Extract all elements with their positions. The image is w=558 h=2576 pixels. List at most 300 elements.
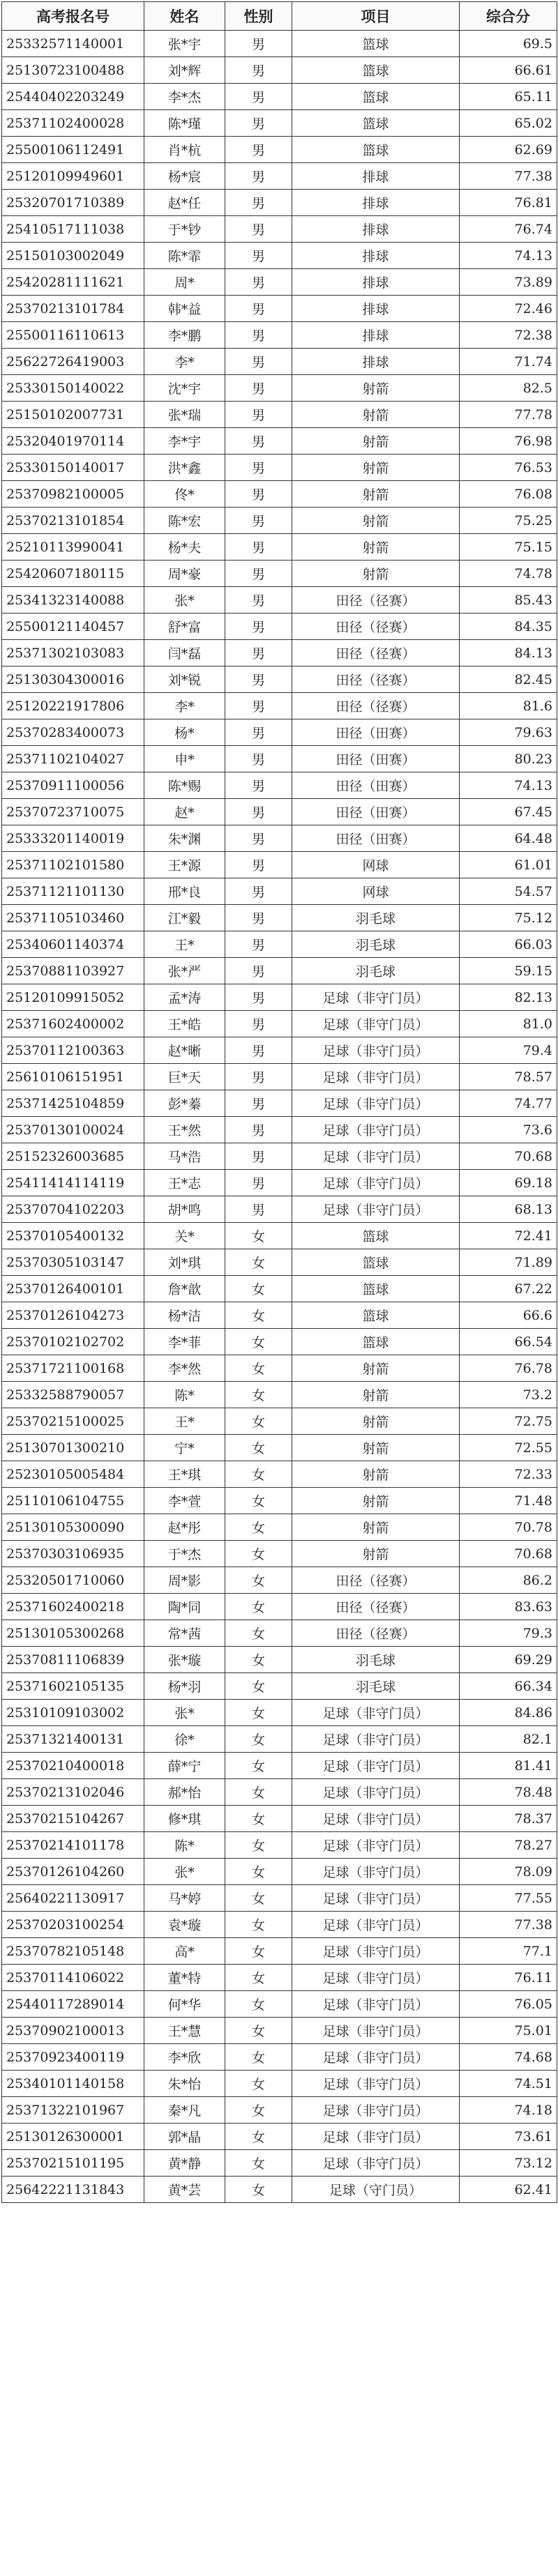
cell-gender: 女 bbox=[225, 1912, 292, 1938]
cell-gender: 女 bbox=[225, 1223, 292, 1249]
cell-composite-score: 73.61 bbox=[460, 2124, 557, 2150]
cell-registration-number: 25410517111038 bbox=[2, 216, 144, 243]
cell-gender: 男 bbox=[225, 110, 292, 137]
table-row bbox=[2, 852, 557, 878]
table-row bbox=[2, 2044, 557, 2071]
cell-gender: 男 bbox=[225, 561, 292, 587]
cell-name: 李*萱 bbox=[144, 1488, 225, 1514]
cell-event: 羽毛球 bbox=[292, 931, 460, 958]
cell-composite-score: 59.15 bbox=[460, 958, 557, 984]
cell-gender: 女 bbox=[225, 1355, 292, 1382]
cell-name: 孟*涛 bbox=[144, 984, 225, 1011]
cell-name: 王* bbox=[144, 931, 225, 958]
cell-gender: 女 bbox=[225, 1249, 292, 1276]
cell-gender: 女 bbox=[225, 1859, 292, 1885]
table-row bbox=[2, 1726, 557, 1753]
table-row bbox=[2, 455, 557, 481]
cell-event: 篮球 bbox=[292, 110, 460, 137]
table-row bbox=[2, 1461, 557, 1488]
cell-gender: 男 bbox=[225, 1196, 292, 1223]
cell-composite-score: 78.48 bbox=[460, 1779, 557, 1806]
cell-event: 田径（径赛） bbox=[292, 1620, 460, 1647]
cell-name: 刘*锐 bbox=[144, 666, 225, 693]
cell-registration-number: 25370902100013 bbox=[2, 2018, 144, 2044]
cell-composite-score: 73.89 bbox=[460, 269, 557, 296]
cell-event: 田径（径赛） bbox=[292, 587, 460, 613]
cell-gender: 男 bbox=[225, 852, 292, 878]
cell-registration-number: 25500116110613 bbox=[2, 322, 144, 349]
cell-registration-number: 25500106112491 bbox=[2, 137, 144, 163]
cell-gender: 男 bbox=[225, 481, 292, 508]
cell-composite-score: 77.1 bbox=[460, 1938, 557, 1965]
cell-name: 张* bbox=[144, 1700, 225, 1726]
cell-registration-number: 25120109915052 bbox=[2, 984, 144, 1011]
cell-registration-number: 25370105400132 bbox=[2, 1223, 144, 1249]
cell-registration-number: 25130304300016 bbox=[2, 666, 144, 693]
cell-gender: 男 bbox=[225, 719, 292, 746]
cell-event: 田径（田赛） bbox=[292, 719, 460, 746]
cell-name: 徐* bbox=[144, 1726, 225, 1753]
cell-event: 网球 bbox=[292, 878, 460, 905]
cell-gender: 女 bbox=[225, 1302, 292, 1329]
cell-registration-number: 25332588790057 bbox=[2, 1382, 144, 1408]
cell-event: 足球（非守门员） bbox=[292, 984, 460, 1011]
cell-name: 张*瑞 bbox=[144, 402, 225, 428]
cell-composite-score: 66.03 bbox=[460, 931, 557, 958]
cell-registration-number: 25440117289014 bbox=[2, 1991, 144, 2018]
cell-composite-score: 82.5 bbox=[460, 375, 557, 402]
cell-registration-number: 25371102104027 bbox=[2, 746, 144, 772]
table-row bbox=[2, 1594, 557, 1620]
table-row bbox=[2, 746, 557, 772]
cell-gender: 女 bbox=[225, 1329, 292, 1355]
cell-name: 佟* bbox=[144, 481, 225, 508]
cell-gender: 女 bbox=[225, 1620, 292, 1647]
cell-gender: 女 bbox=[225, 2150, 292, 2177]
cell-registration-number: 25500121140457 bbox=[2, 613, 144, 640]
cell-registration-number: 25370213102046 bbox=[2, 1779, 144, 1806]
cell-gender: 男 bbox=[225, 137, 292, 163]
cell-event: 田径（径赛） bbox=[292, 693, 460, 719]
cell-composite-score: 76.05 bbox=[460, 1991, 557, 2018]
cell-registration-number: 25110106104755 bbox=[2, 1488, 144, 1514]
cell-registration-number: 25371102400028 bbox=[2, 110, 144, 137]
cell-gender: 女 bbox=[225, 1594, 292, 1620]
cell-event: 射箭 bbox=[292, 375, 460, 402]
table-row bbox=[2, 1302, 557, 1329]
cell-registration-number: 25370130100024 bbox=[2, 1117, 144, 1143]
cell-gender: 男 bbox=[225, 640, 292, 666]
table-row bbox=[2, 31, 557, 57]
cell-gender: 男 bbox=[225, 613, 292, 640]
cell-gender: 男 bbox=[225, 772, 292, 799]
cell-event: 田径（径赛） bbox=[292, 1594, 460, 1620]
cell-gender: 男 bbox=[225, 455, 292, 481]
cell-registration-number: 25230105005484 bbox=[2, 1461, 144, 1488]
cell-gender: 女 bbox=[225, 1991, 292, 2018]
cell-gender: 男 bbox=[225, 1170, 292, 1196]
cell-event: 射箭 bbox=[292, 1488, 460, 1514]
cell-gender: 男 bbox=[225, 1117, 292, 1143]
cell-composite-score: 72.38 bbox=[460, 322, 557, 349]
cell-name: 王* bbox=[144, 1408, 225, 1435]
cell-composite-score: 78.57 bbox=[460, 1064, 557, 1090]
cell-name: 张*璇 bbox=[144, 1647, 225, 1673]
cell-composite-score: 75.15 bbox=[460, 534, 557, 561]
table-row bbox=[2, 481, 557, 508]
table-row bbox=[2, 825, 557, 852]
cell-registration-number: 25371602105135 bbox=[2, 1673, 144, 1700]
cell-gender: 男 bbox=[225, 322, 292, 349]
cell-composite-score: 84.13 bbox=[460, 640, 557, 666]
cell-event: 足球（非守门员） bbox=[292, 2018, 460, 2044]
cell-gender: 女 bbox=[225, 1567, 292, 1594]
cell-composite-score: 86.2 bbox=[460, 1567, 557, 1594]
table-row bbox=[2, 84, 557, 110]
cell-registration-number: 25130126300001 bbox=[2, 2124, 144, 2150]
cell-name: 郭*晶 bbox=[144, 2124, 225, 2150]
cell-gender: 男 bbox=[225, 958, 292, 984]
cell-composite-score: 76.53 bbox=[460, 455, 557, 481]
table-row bbox=[2, 1170, 557, 1196]
cell-name: 于*杰 bbox=[144, 1541, 225, 1567]
cell-gender: 男 bbox=[225, 190, 292, 216]
cell-composite-score: 83.63 bbox=[460, 1594, 557, 1620]
cell-gender: 男 bbox=[225, 1037, 292, 1064]
cell-gender: 男 bbox=[225, 243, 292, 269]
cell-registration-number: 25340601140374 bbox=[2, 931, 144, 958]
cell-name: 马*婷 bbox=[144, 1885, 225, 1912]
cell-name: 张*宇 bbox=[144, 31, 225, 57]
cell-gender: 女 bbox=[225, 1673, 292, 1700]
cell-registration-number: 25371321400131 bbox=[2, 1726, 144, 1753]
cell-registration-number: 25130723100488 bbox=[2, 57, 144, 84]
cell-registration-number: 25370911100056 bbox=[2, 772, 144, 799]
cell-registration-number: 25370215100025 bbox=[2, 1408, 144, 1435]
cell-name: 赵* bbox=[144, 799, 225, 825]
cell-name: 关* bbox=[144, 1223, 225, 1249]
cell-event: 射箭 bbox=[292, 1382, 460, 1408]
cell-composite-score: 85.43 bbox=[460, 587, 557, 613]
cell-registration-number: 25210113990041 bbox=[2, 534, 144, 561]
table-row bbox=[2, 137, 557, 163]
cell-gender: 男 bbox=[225, 216, 292, 243]
cell-event: 田径（田赛） bbox=[292, 799, 460, 825]
table-row bbox=[2, 534, 557, 561]
table-row bbox=[2, 1435, 557, 1461]
cell-composite-score: 61.01 bbox=[460, 852, 557, 878]
cell-composite-score: 71.48 bbox=[460, 1488, 557, 1514]
cell-name: 张* bbox=[144, 587, 225, 613]
cell-composite-score: 66.34 bbox=[460, 1673, 557, 1700]
table-row bbox=[2, 693, 557, 719]
cell-registration-number: 25370213101784 bbox=[2, 296, 144, 322]
cell-event: 足球（非守门员） bbox=[292, 1859, 460, 1885]
cell-event: 射箭 bbox=[292, 508, 460, 534]
cell-registration-number: 25370203100254 bbox=[2, 1912, 144, 1938]
table-row bbox=[2, 1514, 557, 1541]
cell-gender: 女 bbox=[225, 2177, 292, 2203]
cell-name: 王*志 bbox=[144, 1170, 225, 1196]
table-row bbox=[2, 1143, 557, 1170]
table-row bbox=[2, 1673, 557, 1700]
cell-composite-score: 72.75 bbox=[460, 1408, 557, 1435]
table-row bbox=[2, 1832, 557, 1859]
cell-registration-number: 25130105300268 bbox=[2, 1620, 144, 1647]
cell-gender: 男 bbox=[225, 905, 292, 931]
table-row bbox=[2, 296, 557, 322]
cell-registration-number: 25371721100168 bbox=[2, 1355, 144, 1382]
table-row bbox=[2, 2097, 557, 2124]
cell-gender: 女 bbox=[225, 2124, 292, 2150]
cell-name: 修*琪 bbox=[144, 1806, 225, 1832]
cell-name: 杨*宸 bbox=[144, 163, 225, 190]
cell-composite-score: 72.41 bbox=[460, 1223, 557, 1249]
cell-gender: 男 bbox=[225, 163, 292, 190]
table-row bbox=[2, 666, 557, 693]
cell-name: 王*琪 bbox=[144, 1461, 225, 1488]
table-header bbox=[2, 2, 557, 31]
table-row bbox=[2, 1965, 557, 1991]
cell-gender: 男 bbox=[225, 825, 292, 852]
cell-name: 陈* bbox=[144, 1832, 225, 1859]
cell-name: 李* bbox=[144, 349, 225, 375]
cell-composite-score: 70.68 bbox=[460, 1541, 557, 1567]
cell-registration-number: 25370102102702 bbox=[2, 1329, 144, 1355]
cell-name: 彭*蓁 bbox=[144, 1090, 225, 1117]
cell-registration-number: 25370213101854 bbox=[2, 508, 144, 534]
cell-registration-number: 25330150140022 bbox=[2, 375, 144, 402]
cell-composite-score: 84.35 bbox=[460, 613, 557, 640]
cell-name: 李*宇 bbox=[144, 428, 225, 455]
cell-name: 陈*霏 bbox=[144, 243, 225, 269]
cell-event: 排球 bbox=[292, 243, 460, 269]
cell-composite-score: 70.68 bbox=[460, 1143, 557, 1170]
cell-registration-number: 25610106151951 bbox=[2, 1064, 144, 1090]
cell-name: 胡*鸣 bbox=[144, 1196, 225, 1223]
cell-name: 袁*璇 bbox=[144, 1912, 225, 1938]
cell-registration-number: 25370215101195 bbox=[2, 2150, 144, 2177]
table-row bbox=[2, 57, 557, 84]
cell-event: 射箭 bbox=[292, 1461, 460, 1488]
cell-gender: 男 bbox=[225, 296, 292, 322]
cell-gender: 女 bbox=[225, 1514, 292, 1541]
table-row bbox=[2, 322, 557, 349]
cell-name: 韩*益 bbox=[144, 296, 225, 322]
cell-registration-number: 25411414114119 bbox=[2, 1170, 144, 1196]
table-row bbox=[2, 2177, 557, 2203]
cell-gender: 女 bbox=[225, 1461, 292, 1488]
cell-event: 射箭 bbox=[292, 481, 460, 508]
cell-name: 黄*静 bbox=[144, 2150, 225, 2177]
cell-registration-number: 25371102101580 bbox=[2, 852, 144, 878]
cell-composite-score: 74.68 bbox=[460, 2044, 557, 2071]
table-row bbox=[2, 1223, 557, 1249]
cell-registration-number: 25341323140088 bbox=[2, 587, 144, 613]
table-row bbox=[2, 984, 557, 1011]
table-row bbox=[2, 905, 557, 931]
cell-composite-score: 81.6 bbox=[460, 693, 557, 719]
cell-event: 足球（非守门员） bbox=[292, 2097, 460, 2124]
cell-event: 足球（非守门员） bbox=[292, 1011, 460, 1037]
cell-name: 杨* bbox=[144, 719, 225, 746]
cell-gender: 女 bbox=[225, 1408, 292, 1435]
cell-composite-score: 80.23 bbox=[460, 746, 557, 772]
cell-gender: 男 bbox=[225, 878, 292, 905]
table-row bbox=[2, 1329, 557, 1355]
cell-composite-score: 81.0 bbox=[460, 1011, 557, 1037]
cell-name: 李*然 bbox=[144, 1355, 225, 1382]
cell-registration-number: 25150102007731 bbox=[2, 402, 144, 428]
cell-composite-score: 78.09 bbox=[460, 1859, 557, 1885]
cell-composite-score: 82.13 bbox=[460, 984, 557, 1011]
cell-name: 闫*磊 bbox=[144, 640, 225, 666]
cell-name: 李*鹏 bbox=[144, 322, 225, 349]
cell-name: 陈*宏 bbox=[144, 508, 225, 534]
cell-name: 于*钞 bbox=[144, 216, 225, 243]
cell-registration-number: 25370723710075 bbox=[2, 799, 144, 825]
cell-gender: 男 bbox=[225, 57, 292, 84]
cell-event: 足球（非守门员） bbox=[292, 1726, 460, 1753]
table-row bbox=[2, 799, 557, 825]
table-row bbox=[2, 508, 557, 534]
cell-composite-score: 74.51 bbox=[460, 2071, 557, 2097]
cell-gender: 男 bbox=[225, 84, 292, 110]
cell-gender: 男 bbox=[225, 269, 292, 296]
admission-score-table bbox=[1, 1, 557, 2203]
cell-event: 射箭 bbox=[292, 1435, 460, 1461]
cell-name: 沈*宇 bbox=[144, 375, 225, 402]
cell-name: 申* bbox=[144, 746, 225, 772]
cell-event: 足球（非守门员） bbox=[292, 1885, 460, 1912]
cell-registration-number: 25370210400018 bbox=[2, 1753, 144, 1779]
cell-composite-score: 70.78 bbox=[460, 1514, 557, 1541]
cell-registration-number: 25332571140001 bbox=[2, 31, 144, 57]
cell-composite-score: 69.5 bbox=[460, 31, 557, 57]
table-row bbox=[2, 402, 557, 428]
cell-registration-number: 25340101140158 bbox=[2, 2071, 144, 2097]
cell-composite-score: 76.74 bbox=[460, 216, 557, 243]
cell-name: 郝*怡 bbox=[144, 1779, 225, 1806]
cell-composite-score: 66.54 bbox=[460, 1329, 557, 1355]
cell-composite-score: 71.89 bbox=[460, 1249, 557, 1276]
cell-name: 王*慧 bbox=[144, 2018, 225, 2044]
cell-gender: 男 bbox=[225, 984, 292, 1011]
cell-composite-score: 65.11 bbox=[460, 84, 557, 110]
cell-composite-score: 69.18 bbox=[460, 1170, 557, 1196]
cell-registration-number: 25622726419003 bbox=[2, 349, 144, 375]
cell-name: 肖*杭 bbox=[144, 137, 225, 163]
cell-event: 篮球 bbox=[292, 1302, 460, 1329]
cell-event: 足球（非守门员） bbox=[292, 2150, 460, 2177]
cell-registration-number: 25150103002049 bbox=[2, 243, 144, 269]
cell-composite-score: 65.02 bbox=[460, 110, 557, 137]
cell-registration-number: 25370704102203 bbox=[2, 1196, 144, 1223]
cell-composite-score: 74.77 bbox=[460, 1090, 557, 1117]
table-row bbox=[2, 613, 557, 640]
cell-composite-score: 76.08 bbox=[460, 481, 557, 508]
cell-registration-number: 25371322101967 bbox=[2, 2097, 144, 2124]
cell-event: 足球（非守门员） bbox=[292, 1779, 460, 1806]
cell-composite-score: 77.55 bbox=[460, 1885, 557, 1912]
cell-gender: 女 bbox=[225, 1382, 292, 1408]
cell-name: 李* bbox=[144, 693, 225, 719]
table-row bbox=[2, 349, 557, 375]
cell-name: 陈* bbox=[144, 1382, 225, 1408]
cell-event: 篮球 bbox=[292, 1249, 460, 1276]
cell-registration-number: 25370126104273 bbox=[2, 1302, 144, 1329]
table-row bbox=[2, 1382, 557, 1408]
cell-registration-number: 25370811106839 bbox=[2, 1647, 144, 1673]
table-row bbox=[2, 1912, 557, 1938]
cell-gender: 男 bbox=[225, 746, 292, 772]
cell-registration-number: 25370923400119 bbox=[2, 2044, 144, 2071]
cell-gender: 男 bbox=[225, 349, 292, 375]
cell-registration-number: 25370215104267 bbox=[2, 1806, 144, 1832]
cell-event: 足球（非守门员） bbox=[292, 1196, 460, 1223]
cell-event: 排球 bbox=[292, 190, 460, 216]
table-row bbox=[2, 1011, 557, 1037]
cell-name: 李*菲 bbox=[144, 1329, 225, 1355]
cell-composite-score: 78.27 bbox=[460, 1832, 557, 1859]
cell-name: 陈*瑾 bbox=[144, 110, 225, 137]
table-row bbox=[2, 1620, 557, 1647]
cell-gender: 男 bbox=[225, 1143, 292, 1170]
table-row bbox=[2, 1117, 557, 1143]
table-row bbox=[2, 1408, 557, 1435]
cell-composite-score: 67.45 bbox=[460, 799, 557, 825]
cell-name: 朱*渊 bbox=[144, 825, 225, 852]
cell-event: 足球（非守门员） bbox=[292, 1991, 460, 2018]
cell-composite-score: 73.6 bbox=[460, 1117, 557, 1143]
table-row bbox=[2, 640, 557, 666]
cell-gender: 女 bbox=[225, 1488, 292, 1514]
cell-gender: 男 bbox=[225, 1090, 292, 1117]
cell-name: 杨*洁 bbox=[144, 1302, 225, 1329]
table-row bbox=[2, 2124, 557, 2150]
cell-event: 足球（非守门员） bbox=[292, 1037, 460, 1064]
cell-name: 陈*赐 bbox=[144, 772, 225, 799]
cell-registration-number: 25370782105148 bbox=[2, 1938, 144, 1965]
cell-gender: 男 bbox=[225, 428, 292, 455]
cell-name: 薛*宁 bbox=[144, 1753, 225, 1779]
cell-event: 篮球 bbox=[292, 1276, 460, 1302]
cell-composite-score: 73.12 bbox=[460, 2150, 557, 2177]
cell-registration-number: 25371302103083 bbox=[2, 640, 144, 666]
cell-composite-score: 72.55 bbox=[460, 1435, 557, 1461]
cell-registration-number: 25371105103460 bbox=[2, 905, 144, 931]
cell-name: 张* bbox=[144, 1859, 225, 1885]
cell-gender: 女 bbox=[225, 1541, 292, 1567]
cell-registration-number: 25130105300090 bbox=[2, 1514, 144, 1541]
table-row bbox=[2, 561, 557, 587]
cell-registration-number: 25333201140019 bbox=[2, 825, 144, 852]
cell-event: 排球 bbox=[292, 296, 460, 322]
table-row bbox=[2, 243, 557, 269]
cell-gender: 女 bbox=[225, 1965, 292, 1991]
cell-composite-score: 77.38 bbox=[460, 1912, 557, 1938]
cell-event: 足球（非守门员） bbox=[292, 1912, 460, 1938]
table-row bbox=[2, 163, 557, 190]
table-row bbox=[2, 2150, 557, 2177]
cell-registration-number: 25370283400073 bbox=[2, 719, 144, 746]
cell-name: 杨*羽 bbox=[144, 1673, 225, 1700]
cell-composite-score: 74.13 bbox=[460, 243, 557, 269]
cell-name: 李*欣 bbox=[144, 2044, 225, 2071]
cell-event: 足球（非守门员） bbox=[292, 1143, 460, 1170]
cell-gender: 男 bbox=[225, 587, 292, 613]
table-row bbox=[2, 190, 557, 216]
